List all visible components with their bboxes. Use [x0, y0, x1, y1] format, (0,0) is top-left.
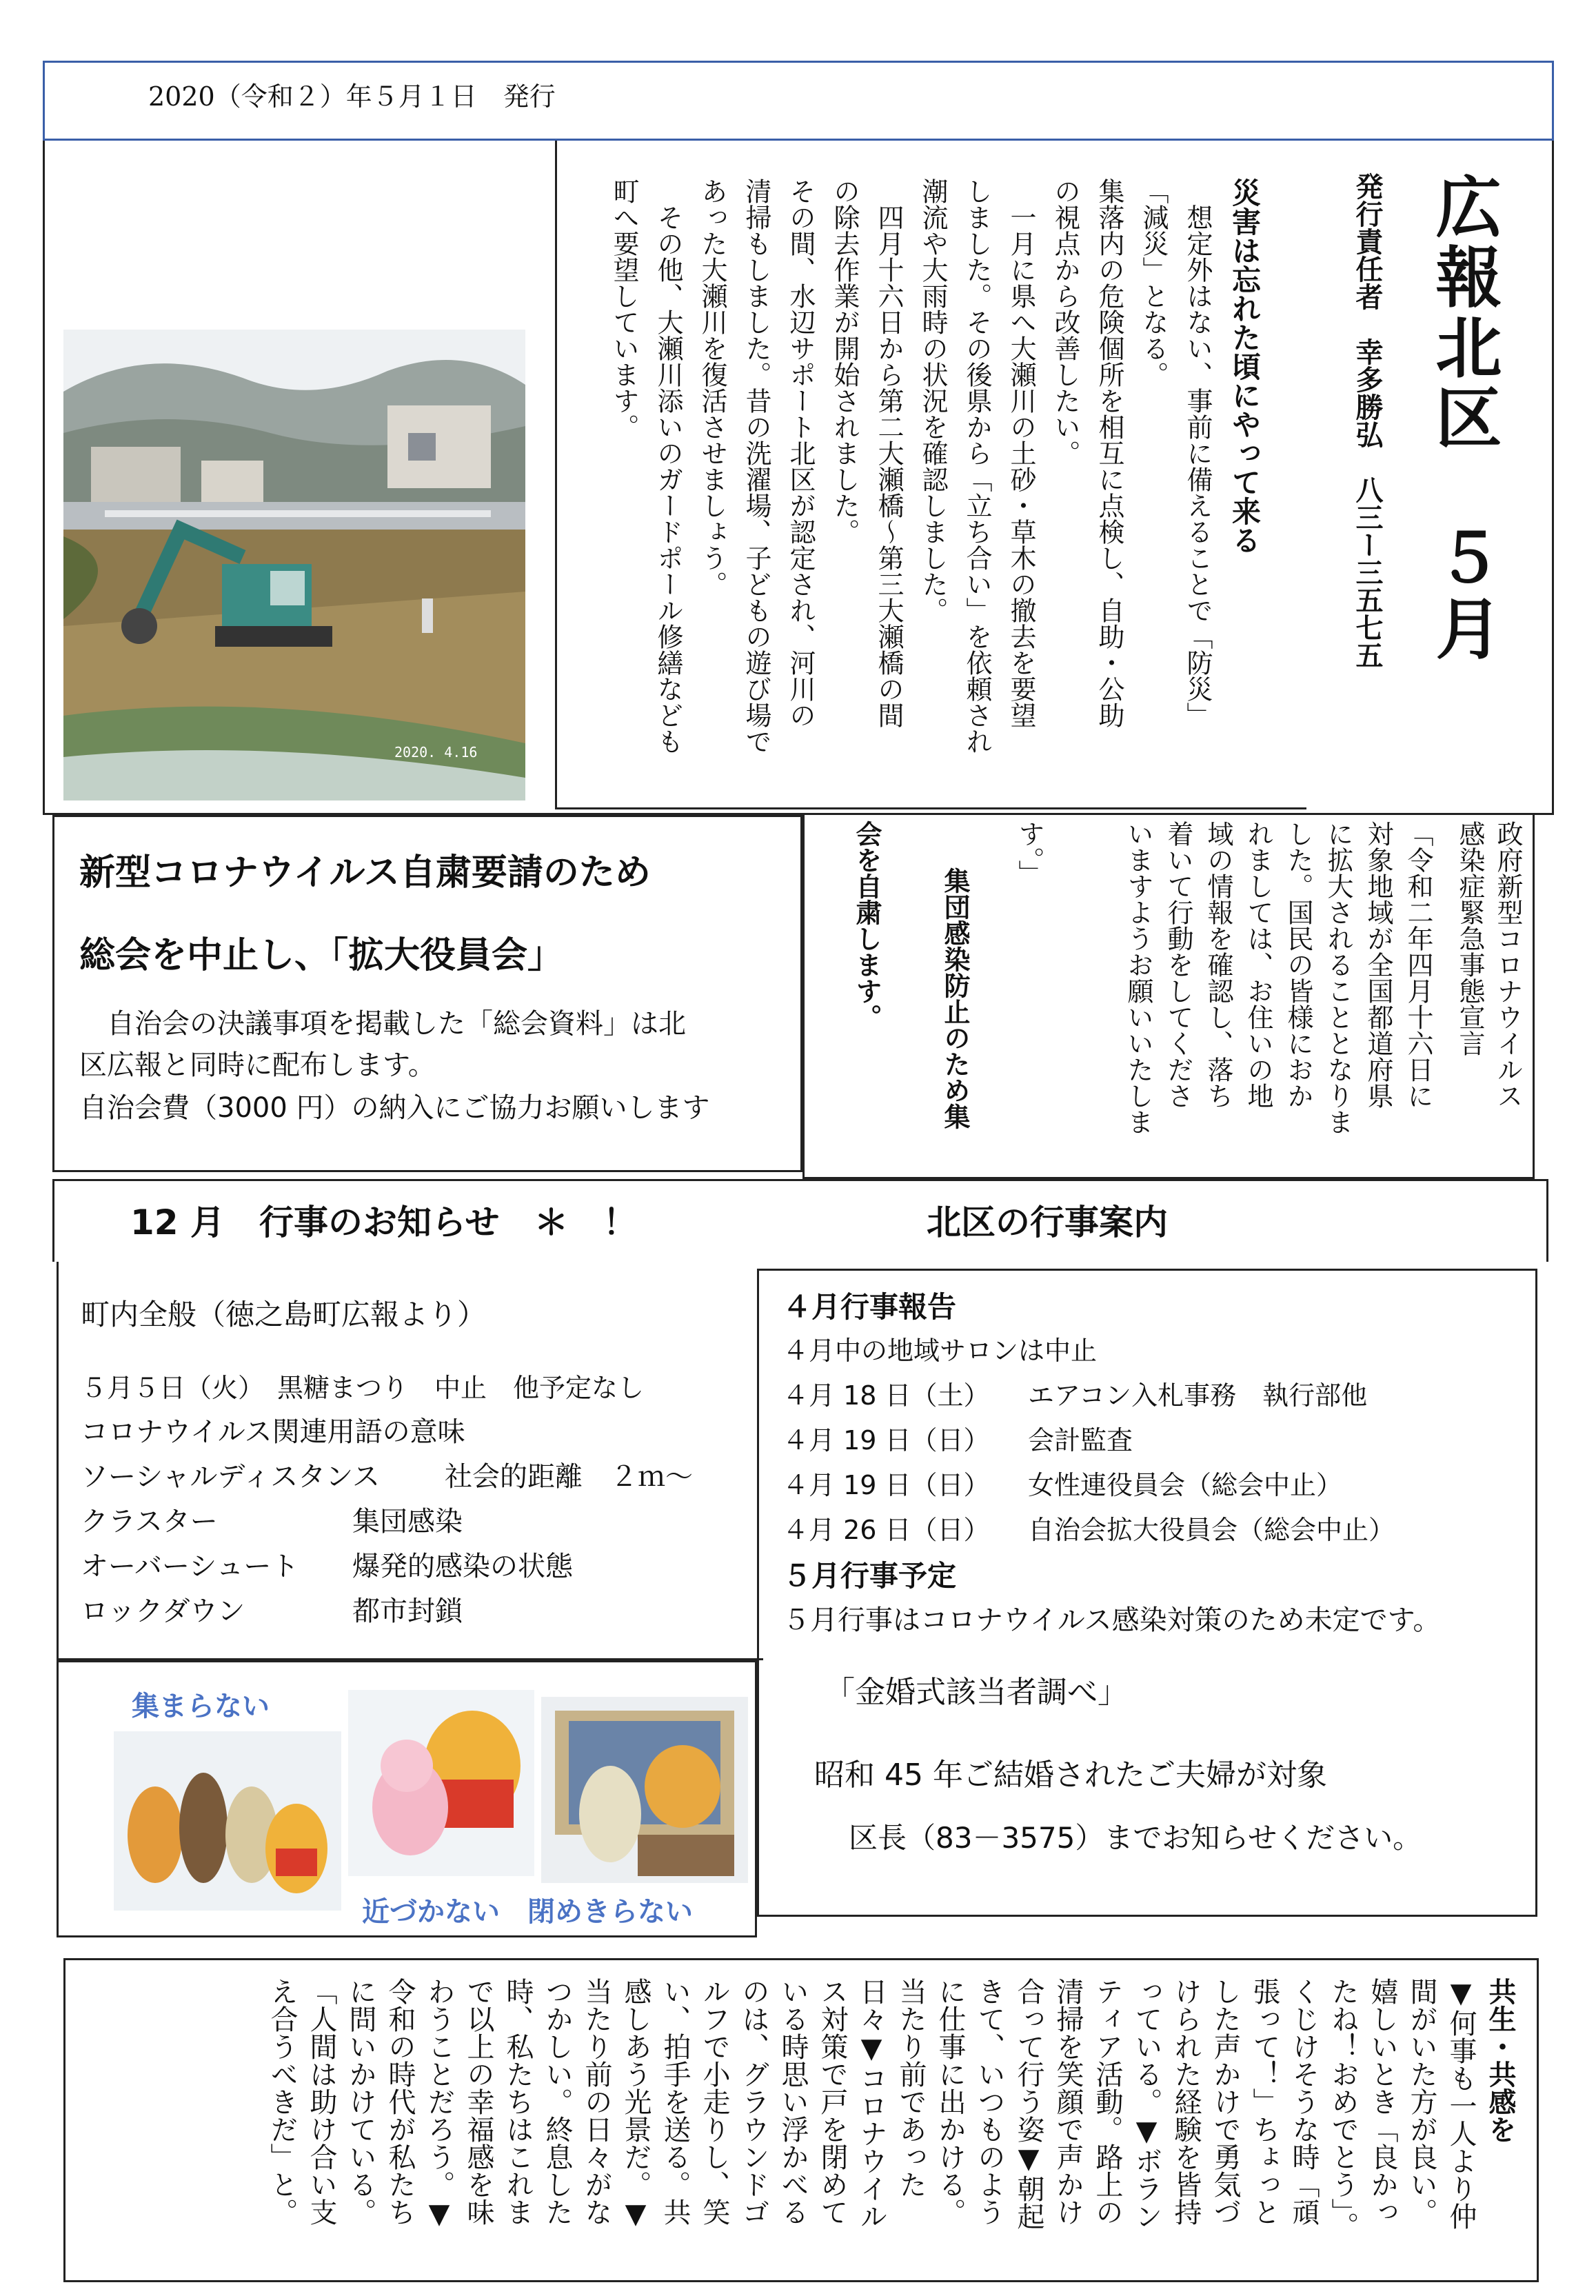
notice-line: 感染症緊急事態宣言	[1455, 820, 1485, 1056]
notice-line: 政府新型コロナウイルス	[1493, 820, 1523, 1109]
article-line: 四月十六日から第二大瀬橋～第三大瀬橋の間	[873, 178, 904, 728]
events-header-left: 12 月 行事のお知らせ ＊ ！	[130, 1202, 638, 1242]
may-plan-heading: ５月行事予定	[782, 1559, 957, 1593]
column-line: 張って！」ちょっと	[1249, 1977, 1280, 2226]
article-line: 一月に県へ大瀬川の土砂・草木の撤去を要望	[1006, 178, 1036, 728]
column-line: 令和の時代が私たち	[384, 1977, 416, 2226]
article-line: 町へ要望しています。	[609, 178, 639, 440]
article-line: 「減災」となる。	[1138, 178, 1169, 387]
masthead-publisher: 発行責任者 幸多勝弘 八三ー三五七五	[1351, 172, 1383, 669]
column-line: 嬉しいとき「良かっ	[1366, 1977, 1398, 2226]
notice-line: 域の情報を確認し、落ち	[1203, 820, 1233, 1109]
column-line: 間がいた方が良い。	[1406, 1977, 1437, 2226]
column-line: けられた経験を皆持	[1170, 1977, 1202, 2226]
column-line: っている。▼ボラン	[1131, 1977, 1162, 2230]
column-line: くじけそうな時「頑	[1288, 1977, 1320, 2226]
column-line: ス対策で戸を閉めて	[816, 1977, 848, 2226]
term-meaning: 爆発的感染の状態	[352, 1551, 573, 1582]
meeting-body-1: 自治会の決議事項を掲載した「総会資料」は北	[79, 1008, 686, 1040]
meeting-title-2: 総会を中止し、「拡大役員会」	[79, 935, 564, 976]
article-line: あった大瀬川を復活させましょう。	[697, 178, 727, 597]
column-line: 共生・共感を	[1484, 1977, 1516, 2143]
column-line: 当たり前の日々がな	[580, 1977, 612, 2226]
events-right-box	[757, 1269, 1537, 1917]
column-line: で以上の幸福感を味	[463, 1977, 494, 2226]
meeting-title-1: 新型コロナウイルス自粛要請のため	[79, 852, 651, 894]
notice-line: に拡大されることとなりま	[1323, 820, 1353, 1135]
meeting-notice	[52, 815, 802, 1172]
april-item-date: ４月 26 日（日）	[782, 1515, 990, 1545]
article-line: その他、大瀬川添いのガードポール修繕なども	[653, 178, 683, 754]
april-item-event: エアコン入札事務 執行部他	[1028, 1380, 1368, 1411]
column-line: 時、私たちはこれま	[502, 1977, 534, 2226]
column-line: 合って行う姿▼朝起	[1013, 1977, 1044, 2230]
golden-wedding-contact: 区長（83－3575）までお知らせください。	[849, 1821, 1422, 1855]
april-item-event: 女性連役員会（総会中止）	[1028, 1470, 1343, 1500]
label-shimekiranai: 閉めきらない	[527, 1896, 693, 1928]
article-line: 清掃もしました。昔の洗濯場、子どもの遊び場で	[741, 178, 771, 754]
town-event-line: ５月５日（火） 黒糖まつり 中止 他予定なし	[81, 1373, 645, 1403]
notice-line: 対象地域が全国都道府県	[1363, 820, 1393, 1109]
notice-line: 集団感染防止のため集	[940, 841, 970, 1129]
column-line: ▼何事も一人より仲	[1445, 1977, 1477, 2230]
may-plan-text: ５月行事はコロナウイルス感染対策のため未定です。	[782, 1604, 1441, 1636]
label-atsumaranai: 集まらない	[132, 1691, 270, 1722]
article-line: 集落内の危険個所を相互に点検し、自助・公助	[1094, 178, 1124, 728]
illustration-box	[57, 1660, 757, 1937]
notice-line: れましては、お住いの地	[1243, 820, 1273, 1109]
label-chikazukanai: 近づかない	[362, 1896, 500, 1928]
notice-line: 「令和二年四月十六日に	[1403, 820, 1433, 1109]
masthead-title: 広報北区 ５月	[1425, 172, 1502, 665]
issue-date: 2020（令和２）年５月１日 発行	[148, 81, 556, 112]
article-line: しました。その後県から「立ち合い」を依頼され	[962, 178, 992, 754]
river-work-photo	[63, 330, 525, 800]
column-line: に仕事に出かける。	[934, 1977, 966, 2226]
april-item-event: 会計監査	[1028, 1425, 1133, 1456]
window-characters-illustration	[541, 1697, 748, 1883]
notice-line: した。国民の皆様におか	[1283, 820, 1313, 1109]
april-item-date: ４月 19 日（日）	[782, 1470, 990, 1500]
column-line: 当たり前であった	[895, 1977, 927, 2198]
column-line: え合うべきだ」と。	[266, 1977, 298, 2226]
notice-line: 着いて行動をしてくださ	[1163, 820, 1193, 1109]
town-info	[57, 1262, 763, 1660]
golden-wedding-title: 「金婚式該当者調べ」	[825, 1675, 1128, 1710]
article-line: その間、水辺サポート北区が認定され、河川の	[785, 178, 816, 728]
notice-line: す。」	[1014, 820, 1044, 886]
april-item-date: ４月中の地域サロンは中止	[782, 1336, 1098, 1366]
column-line: 「人間は助け合い支	[305, 1977, 337, 2226]
excavator-photo-illustration	[63, 330, 525, 800]
article-line: 災害は忘れた頃にやって来る	[1228, 178, 1262, 554]
notice-line: 会を自粛します。	[851, 820, 882, 1030]
meeting-body-2: 区広報と同時に配布します。	[79, 1049, 436, 1081]
article-line: 想定外はない、事前に備えることで「防災」	[1182, 178, 1213, 728]
column-line: に問いかけている。	[345, 1977, 376, 2226]
events-header-right: 北区の行事案内	[927, 1202, 1168, 1242]
column-line: いる時思い浮かべる	[777, 1977, 809, 2226]
column-line: 感しあう光景だ。▼	[620, 1977, 651, 2230]
term-meaning: 社会的距離 ２ｍ～	[445, 1461, 693, 1493]
term-name: ソーシャルディスタンス	[81, 1461, 380, 1493]
column-line: たね！おめでとう」。	[1327, 1977, 1359, 2239]
article-line: 潮流や大雨時の状況を確認しました。	[918, 178, 948, 623]
term-meaning: 集団感染	[352, 1506, 463, 1538]
meeting-body-3: 自治会費（3000 円）の納入にご協力お願いします	[79, 1092, 710, 1124]
column-line: 日々▼コロナウイル	[856, 1977, 887, 2230]
april-report-heading: ４月行事報告	[782, 1290, 957, 1324]
hugging-characters-illustration	[348, 1690, 534, 1876]
column-line: わうことだろう。▼	[423, 1977, 455, 2230]
terms-heading: コロナウイルス関連用語の意味	[81, 1416, 465, 1448]
golden-wedding-target: 昭和 45 年ご結婚されたご夫婦が対象	[814, 1758, 1327, 1793]
term-name: ロックダウン	[81, 1595, 245, 1627]
term-name: クラスター	[81, 1506, 218, 1538]
photo-date: 2020. 4.16	[394, 744, 478, 761]
column-line: ルフで小走りし、笑	[698, 1977, 730, 2226]
april-item-date: ４月 18 日（土）	[782, 1380, 990, 1411]
april-item-date: ４月 19 日（日）	[782, 1425, 990, 1456]
notice-line: いますようお願いいたしま	[1123, 820, 1153, 1135]
column-line: ティア活動。路上の	[1091, 1977, 1123, 2226]
column-line: きて、いつものよう	[973, 1977, 1005, 2226]
term-meaning: 都市封鎖	[352, 1595, 463, 1627]
april-item-event: 自治会拡大役員会（総会中止）	[1028, 1515, 1395, 1545]
column-line: のは、グラウンドゴ	[738, 1977, 769, 2226]
events-header	[52, 1179, 1548, 1262]
term-name: オーバーシュート	[81, 1551, 299, 1582]
date-bar	[43, 61, 1554, 141]
column-line: い、拍手を送る。共	[659, 1977, 691, 2226]
column-line: した声かけで勇気づ	[1209, 1977, 1241, 2226]
article-line: の視点から改善したい。	[1050, 178, 1080, 466]
characters-group-illustration	[114, 1731, 341, 1911]
column-line: つかしい。終息した	[541, 1977, 573, 2226]
column-line: 清掃を笑顔で声かけ	[1052, 1977, 1084, 2226]
town-info-heading: 町内全般（徳之島町広報より）	[81, 1298, 487, 1331]
article-line: の除去作業が開始されました。	[829, 178, 860, 545]
